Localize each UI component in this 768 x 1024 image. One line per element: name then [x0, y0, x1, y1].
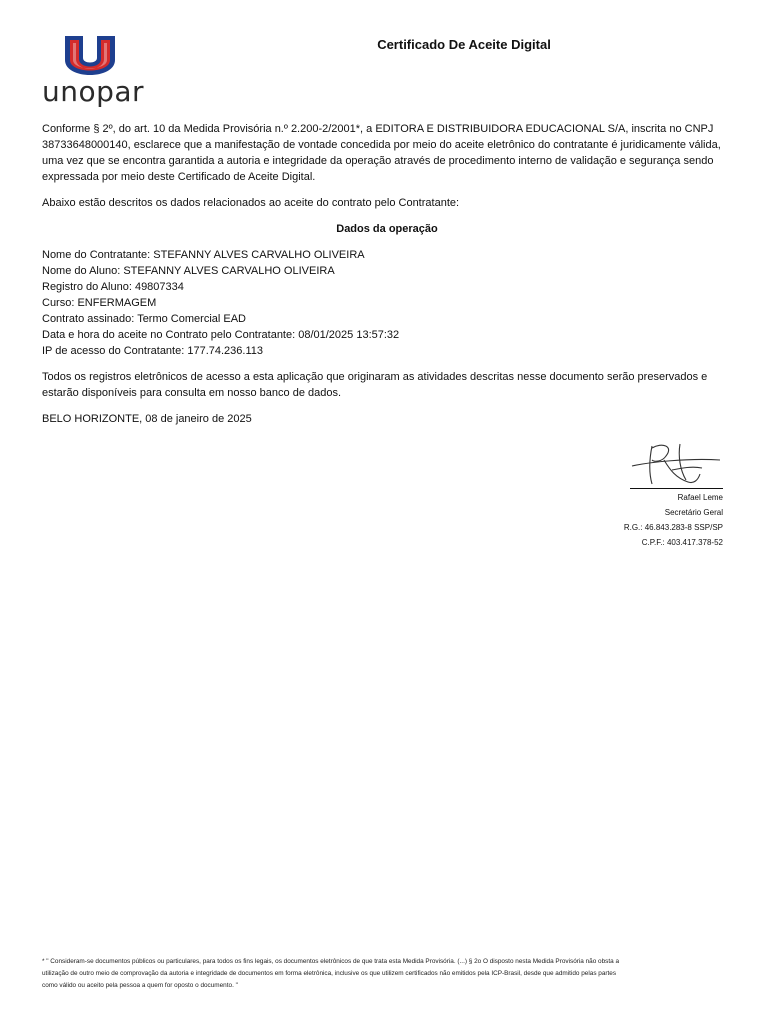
footnote-line: utilização de outro meio de comprovação da autoria e integridade de documentos em forma eletrônica, inclusive os que utilizem certificados não emitidos pela ICP-Brasil, desde que admitido pelas partes [42, 970, 617, 977]
records-paragraph: Todos os registros eletrônicos de acesso a esta aplicação que originaram as atividades descritas nesse documento serão preservados e estarão disponíveis para consulta em nosso banco de dados. [42, 371, 708, 399]
intro-paragraph: Conforme § 2º, do art. 10 da Medida Provisória n.º 2.200-2/2001*, a EDITORA E DISTRIBUIDORA EDUCACIONAL S/A, inscrita no CNPJ 38733648000140, esclarece que a manifestação de vontade concedida por meio do aceite eletrônico do contratante é juridicamente válida, uma vez que se encontra garantida a autoria e integridade da operação através de procedimento interno de validação e segurança sendo expressada por meio deste Certificado de Aceite Digital. [42, 123, 721, 183]
document-body [42, 121, 732, 437]
place-date: BELO HORIZONTE, 08 de janeiro de 2025 [42, 413, 252, 425]
footnote-line: * " Consideram-se documentos públicos ou particulares, para todos os fins legais, os documentos eletrônicos de que trata esta Medida Provisória. (...) § 2o O disposto nesta Medida Provisória não obsta a [42, 958, 620, 965]
handwritten-signature [628, 440, 724, 488]
detail-acceptance-datetime: Data e hora do aceite no Contrato pelo Contratante: 08/01/2025 13:57:32 [42, 329, 400, 341]
detail-course: Curso: ENFERMAGEM [42, 297, 157, 309]
detail-contractor-name: Nome do Contratante: STEFANNY ALVES CARVALHO OLIVEIRA [42, 249, 365, 261]
section-title: Dados da operação [336, 223, 438, 235]
footnote-line: como válido ou aceito pela pessoa a quem for oposto o documento. " [42, 982, 238, 989]
signatory-rg: R.G.: 46.843.283-8 SSP/SP [623, 523, 723, 532]
detail-contract: Contrato assinado: Termo Comercial EAD [42, 313, 246, 325]
operation-details [42, 247, 732, 359]
page-title: Certificado De Aceite Digital [377, 37, 551, 52]
legal-footnote [42, 956, 732, 992]
signatory-info [600, 490, 723, 550]
signatory-cpf: C.P.F.: 403.417.378-52 [641, 538, 723, 547]
signatory-role: Secretário Geral [664, 508, 723, 517]
logo-text: unopar [42, 75, 145, 108]
detail-student-registration: Registro do Aluno: 49807334 [42, 281, 184, 293]
detail-ip-address: IP de acesso do Contratante: 177.74.236.113 [42, 345, 263, 357]
signature-line [630, 488, 723, 489]
description-paragraph: Abaixo estão descritos os dados relacionados ao aceite do contrato pelo Contratante: [42, 197, 460, 209]
detail-student-name: Nome do Aluno: STEFANNY ALVES CARVALHO OLIVEIRA [42, 265, 335, 277]
signatory-name: Rafael Leme [677, 493, 723, 502]
unopar-u-shield-icon [62, 34, 118, 78]
signature-block [600, 440, 723, 550]
